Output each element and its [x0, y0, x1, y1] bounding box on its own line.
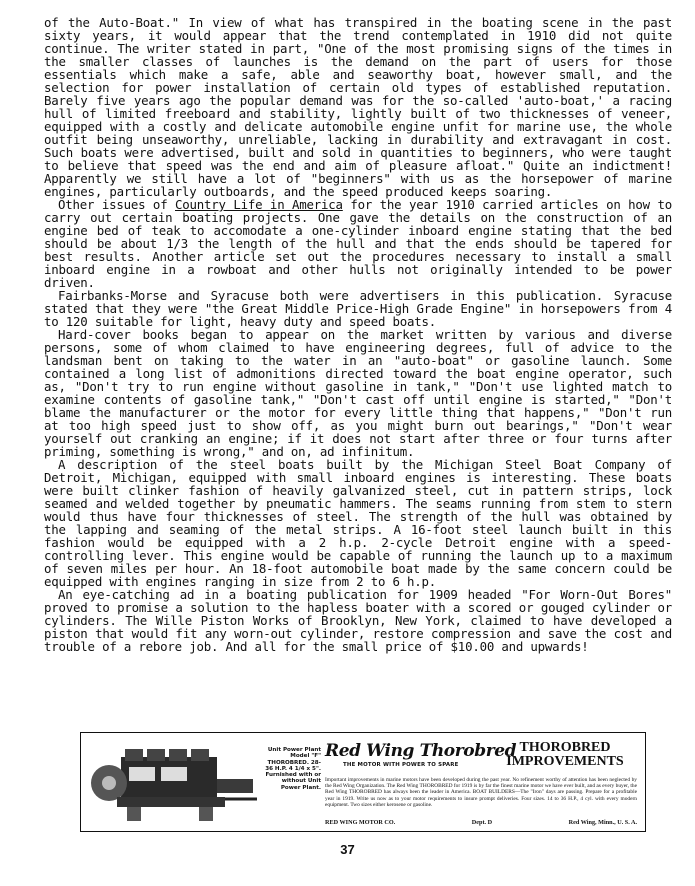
publication-title: Country Life in America: [175, 197, 343, 212]
paragraph: Fairbanks-Morse and Syracuse both were advertisers in this publication. Syracuse stated that they were "the Great Middle Price-High Grade Engine" in horsepowers from 4 to 120 suitable for light, heavy duty and speed boats.: [44, 288, 672, 329]
ad-footer: [325, 819, 637, 826]
page-number: 37: [340, 842, 355, 857]
brand-tagline: THE MOTOR WITH POWER TO SPARE: [343, 762, 459, 768]
engine-illustration: [87, 739, 263, 825]
company-location: Red Wing, Minn., U. S. A.: [568, 819, 637, 826]
paragraph: Other issues of Country Life in America for the year 1910 carried articles on how to carry out certain boating projects. One gave the details on the construction of an engine bed of teak to accomodate a one-cylinder inboard engine stating that the bed should be about 1/3 the length of the hull and that the ends should be tapered for best results. Another article set out the procedures necessary to install a small inboard engine in a rowboat and other hulls not originally intended to be power driven.: [44, 197, 672, 290]
article-body: [44, 16, 672, 653]
red-wing-advertisement: [80, 732, 646, 832]
paragraph: Hard-cover books began to appear on the market written by various and diverse persons, some of whom claimed to have engineering degrees, full of advice to the landsman bent on taking to the water in an "auto-boat" or gasoline launch. Some contained a long list of admonitions directed toward the boat engine operator, such as, "Don't try to run engine without gasoline in tank," "Don't use lighted match to examine contents of gasoline tank," "Don't cast off until engine is started," "Don't blame the manufacturer or the motor for every little thing that happens," "Don't run at too high speed just to show off, as you might burn out bearings," "Don't wear yourself out cranking an engine; if it does not start after three or four turns after priming, something is wrong," and on, ad infinitum.: [44, 327, 672, 459]
department: Dept. D: [471, 819, 493, 826]
ad-headline: THOROBRED IMPROVEMENTS: [506, 740, 624, 769]
ad-body-text: Important improvements in marine motors have been developed during the past year. No refinement worthy of attention has been neglected by the Red Wing Organization. The Red Wing THOROBRED for 1919 is by far the finest marine motor we have ever built, and as every buyer, the Red Wing THOROBRED has always been the leader in America. BOAT BUILDERS—The "Iron" days are passing. Prepare for a profitable year in 1919. Write us now as to your motor requirements to insure prompt deliveries. Four sizes. 14 to 36 H.P., 4 cyl. with every modern equipment. Two sizes either kerosene or gasoline.: [325, 777, 637, 808]
engine-caption: Unit Power Plant Model "F" THOROBRED. 28-36 H.P. 4 1/4 x 5". Furnished with or without Unit Power Plant.: [265, 747, 321, 791]
paragraph: A description of the steel boats built by the Michigan Steel Boat Company of Detroit, Michigan, equipped with small inboard engines is interesting. These boats were built clinker fashion of heavily galvanized steel, cut in pattern strips, lock seamed and welded together by pneumatic hammers. The seams running from stem to stern would thus have four thicknesses of steel. The strength of the hull was obtained by the lapping and seaming of the metal strips. A 16-foot steel launch built in this fashion would be equipped with a 2 h.p. 2-cycle Detroit engine with a speed-controlling lever. This engine would be capable of running the launch up to a maximum of seven miles per hour. An 18-foot automobile boat made by the same concern could be equipped with engines ranging in size from 2 to 6 h.p.: [44, 457, 672, 589]
company-name: RED WING MOTOR CO.: [325, 819, 396, 826]
brand-logo: Red Wing Thorobred: [325, 741, 517, 761]
paragraph: of the Auto-Boat." In view of what has transpired in the boating scene in the past sixty years, it would appear that the trend contemplated in 1910 did not quite continue. The writer stated in part, "One of the most promising signs of the times in the smaller classes of launches is the demand on the part of users for those essentials which make a safe, able and seaworthy boat, however small, and the selection for power installation of certain old types of established reputation. Barely five years ago the popular demand was for the so-called 'auto-boat,' a racing hull of limited freeboard and stability, lightly built of two thicknesses of veneer, equipped with a costly and delicate automobile engine unfit for marine use, the whole outfit being unseaworthy, unreliable, lacking in durability and extravagant in cost. Such boats were advertised, built and sold in quantities to beginners, who were taught to believe that speed was the end and aim of pleasure afloat." Quite an indictment! Apparently we still have a lot of "beginners" with us as the horsepower of marine engines, particularly outboards, and the speed produced keeps soaring.: [44, 15, 672, 199]
paragraph: An eye-catching ad in a boating publication for 1909 headed "For Worn-Out Bores" proved to promise a solution to the hapless boater with a scored or gouged cylinder or cylinders. The Wille Piston Works of Brooklyn, New York, claimed to have developed a piston that would fit any worn-out cylinder, restore compression and save the cost and trouble of a rebore job. And all for the small price of $10.00 and upwards!: [44, 587, 672, 654]
